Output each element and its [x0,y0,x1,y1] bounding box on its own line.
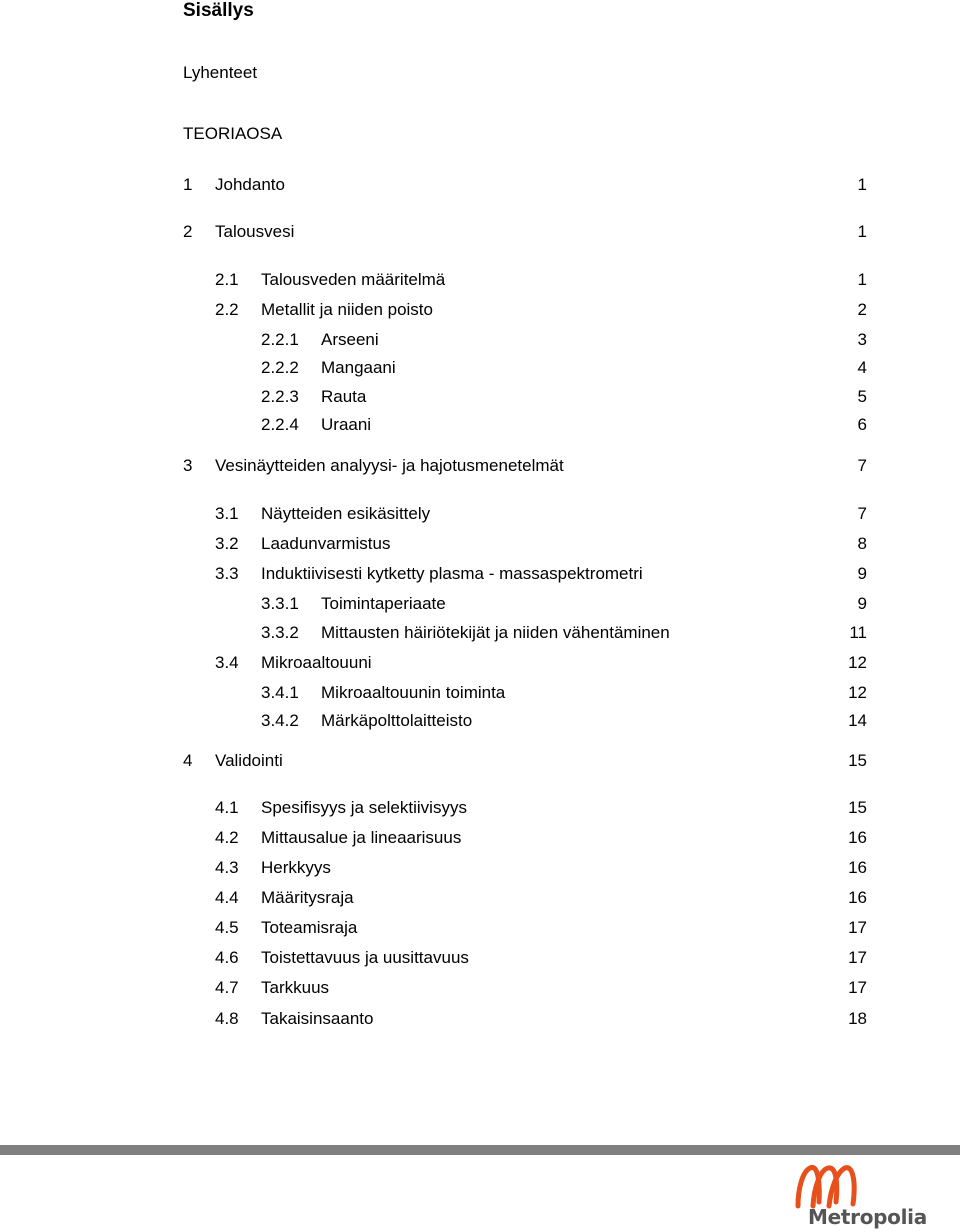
toc-page-number: 12 [848,653,867,672]
toc-row [0,888,960,908]
toc-page-number: 1 [857,270,867,289]
toc-page-number: 9 [857,594,867,613]
toc-title: Validointi [215,751,283,770]
toc-title: Märkäpolttolaitteisto [321,711,473,730]
toc-number: 4.1 [215,798,239,817]
toc-page-number: 6 [857,415,867,434]
toc-page-number: 16 [848,828,867,847]
toc-row [0,948,960,968]
toc-number: 4 [183,751,193,770]
toc-page-number: 17 [848,978,867,997]
toc-page-number: 16 [848,858,867,877]
toc-title: Rauta [321,387,367,406]
toc-number: 2.2.2 [261,358,299,377]
toc-title: Mittausten häiriötekijät ja niiden vähentäminen [321,623,670,642]
toc-number: 3.1 [215,504,239,523]
toc-number: 3.2 [215,534,239,553]
toc-row [0,564,960,584]
toc-number: 1 [183,175,193,194]
toc-number: 3.3.1 [261,594,299,613]
toc-title: Talousveden määritelmä [261,270,446,289]
toc-row [0,858,960,878]
toc-title: Mittausalue ja lineaarisuus [261,828,462,847]
toc-row [0,978,960,998]
toc-page-number: 17 [848,918,867,937]
toc-page-number: 2 [857,300,867,319]
toc-row [0,358,960,378]
toc-title: Määritysraja [261,888,354,907]
page-title: Sisällys [183,0,254,21]
toc-entry-theory-part: TEORIAOSA [183,124,283,143]
toc-row [0,456,960,476]
toc-number: 4.4 [215,888,239,907]
toc-row [0,534,960,554]
toc-row [0,415,960,435]
toc-page-number: 18 [848,1009,867,1028]
toc-row [0,653,960,673]
toc-title: Toteamisraja [261,918,358,937]
toc-page-number: 1 [857,222,867,241]
toc-page-number: 15 [848,751,867,770]
toc-page-number: 4 [857,358,867,377]
toc-row [0,270,960,290]
toc-title: Toimintaperiaate [321,594,446,613]
toc-number: 4.6 [215,948,239,967]
toc-title: Mikroaaltouunin toiminta [321,683,506,702]
toc-row [0,300,960,320]
toc-title: Spesifisyys ja selektiivisyys [261,798,467,817]
toc-row [0,1009,960,1029]
toc-entry-abbreviations: Lyhenteet [183,63,258,82]
toc-number: 4.5 [215,918,239,937]
logo-wordmark: Metropolia [808,1205,927,1229]
toc-title: Takaisinsaanto [261,1009,374,1028]
toc-page-number: 14 [848,711,867,730]
toc-row [0,504,960,524]
toc-row [0,330,960,350]
toc-page-number: 12 [848,683,867,702]
toc-title: Metallit ja niiden poisto [261,300,433,319]
toc-title: Mangaani [321,358,396,377]
toc-title: Tarkkuus [261,978,330,997]
toc-number: 4.7 [215,978,239,997]
toc-title: Herkkyys [261,858,331,877]
toc-number: 2 [183,222,193,241]
toc-number: 4.2 [215,828,239,847]
toc-row [0,798,960,818]
footer-rule [0,1145,960,1155]
toc-number: 4.8 [215,1009,239,1028]
toc-page-number: 8 [857,534,867,553]
toc-page-number: 1 [857,175,867,194]
toc-title: Uraani [321,415,372,434]
toc-page-number: 5 [857,387,867,406]
toc-number: 3.4.1 [261,683,299,702]
toc-page-number: 16 [848,888,867,907]
toc-title: Arseeni [321,330,379,349]
toc-row [0,594,960,614]
toc-row [0,918,960,938]
toc-title: Vesinäytteiden analyysi- ja hajotusmenetelmät [215,456,564,475]
toc-page-number: 3 [857,330,867,349]
toc-row [0,387,960,407]
toc-page-number: 9 [857,564,867,583]
toc-page-number: 15 [848,798,867,817]
toc-number: 2.2.1 [261,330,299,349]
toc-title: Näytteiden esikäsittely [261,504,431,523]
toc-title: Laadunvarmistus [261,534,391,553]
toc-row [0,828,960,848]
toc-number: 3.4.2 [261,711,299,730]
toc-title: Talousvesi [215,222,295,241]
toc-row [0,222,960,242]
toc-number: 2.2.3 [261,387,299,406]
toc-page-number: 11 [849,623,867,642]
toc-number: 2.1 [215,270,239,289]
toc-row [0,683,960,703]
metropolia-logo [790,1160,925,1232]
toc-row [0,175,960,195]
toc-number: 2.2.4 [261,415,299,434]
toc-page-number: 7 [857,456,867,475]
toc-title: Johdanto [215,175,285,194]
toc-row [0,711,960,731]
toc-page-number: 7 [857,504,867,523]
metropolia-logo-icon [790,1160,925,1210]
toc-number: 3.3 [215,564,239,583]
toc-number: 3.4 [215,653,239,672]
toc-page-number: 17 [848,948,867,967]
toc-number: 3 [183,456,193,475]
toc-title: Mikroaaltouuni [261,653,372,672]
toc-row [0,751,960,771]
toc-title: Induktiivisesti kytketty plasma - massaspektrometri [261,564,643,583]
toc-number: 3.3.2 [261,623,299,642]
toc-title: Toistettavuus ja uusittavuus [261,948,469,967]
toc-row [0,623,960,643]
toc-number: 2.2 [215,300,239,319]
toc-number: 4.3 [215,858,239,877]
